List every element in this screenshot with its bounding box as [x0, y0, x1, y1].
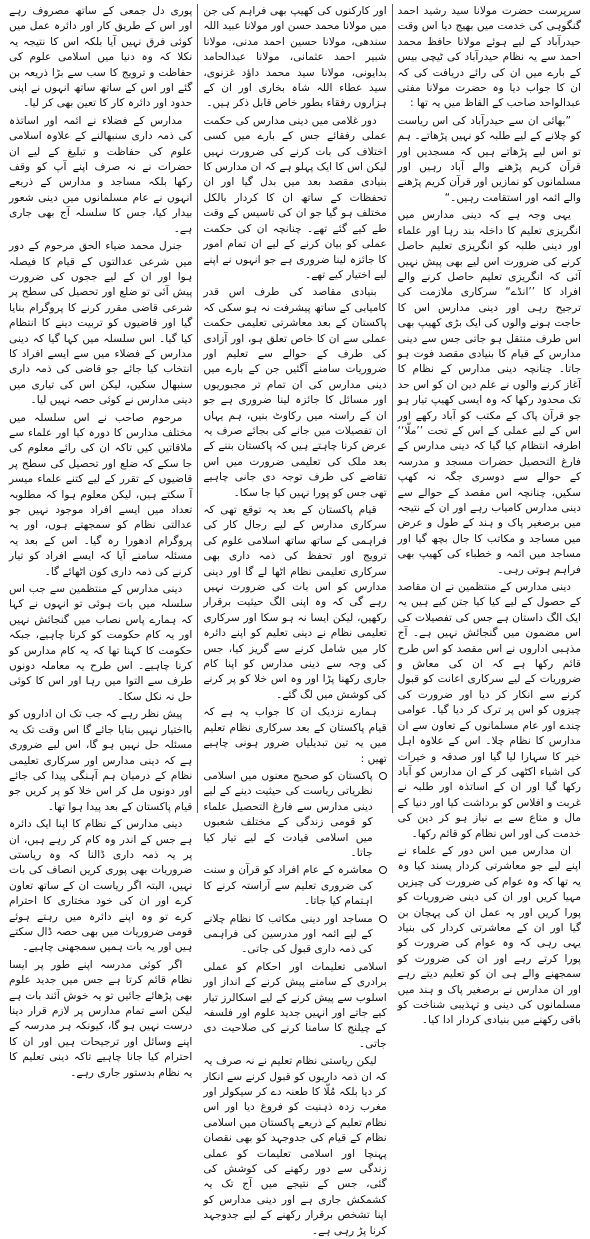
quotation-paragraph: ”بھائی ان سے حیدرآباد کی اس ریاست کو چلانے کے لیے طلبہ کو نہیں پڑھاتے۔ ہم تو اس لیے پڑھاتے ہیں کہ مسجدیں اور قرآن کریم پڑھنے والے آباد رہیں اور مسلمانوں کو نمازیں اور قرآن کریم پڑھنے والے ائمہ اور استقامت رہیں۔“ — [397, 114, 581, 204]
column-middle — [198, 4, 392, 1237]
paragraph: لیکن ریاستی نظام تعلیم نے نہ صرف یہ کہ ان ذمہ داریوں کو قبول کرنے سے انکار کر دیا بلکہ مُلّا کا طعنہ دے کر سیکولر اور مغرب زدہ ذہنیت کو فروغ دیا اور اس نظام تعلیم کے ذریعے پاکستان میں اسلامی نظام کے قیام کی جدوجہد کو بھی نقصان پہنچا اور اسلامی تعلیمات کو عملی زندگی سے دور رکھنے کی کوشش کی گئی، جس کے نتیجے میں آج تک یہ کشمکش جاری ہے اور دینی مدارس کو اپنا تشخص برقرار رکھنے کے لیے جدوجہد کرنا پڑ رہی ہے۔ — [203, 1055, 387, 1237]
list-item-text: مساجد اور دینی مکاتب کا نظام چلانے کے لیے ائمہ اور مدرسین کی فراہمی کی ذمہ داری قبول کی جاتی۔ — [203, 912, 373, 956]
circle-bullet-icon — [379, 866, 387, 874]
paragraph: دور غلامی میں دینی مدارس کی حکمت عملی رفقائے جس کے بارے میں کسی اختلاف کی بات کرنے کی ضرورت نہیں لیکن اس کا ایک پہلو ہے کہ ان مدارس کا بنیادی مقصد بعد میں بدل گیا اور ان تحفظات کے ساتھ ان کا کردار بالکل مختلف ہو گیا جو ان کی تاسیس کے وقت طے کیے گئے تھے۔ چنانچہ ان کی حکمت عملی کو بیان کرنے کے لیے ان تمام امور کا جائزہ لینا ضروری ہے جو انہوں نے اپنے لیے اختیار کیے تھے۔ — [203, 114, 387, 281]
circle-bullet-icon — [379, 772, 387, 780]
paragraph: اور کارکنوں کی کھیپ بھی فراہم کی جن میں مولانا محمد حسن اور مولانا عبید اللہ سندھی، مولانا حسین احمد مدنی، مولانا شبیر احمد عثمانی، مولانا عبدالحامد بدایونی، مولانا سید محمد داؤد غزنوی، سید عطاء اللہ شاہ بخاری اور ان کے ہزاروں رفقاء بطور خاص قابل ذکر ہیں۔ — [203, 5, 387, 110]
paragraph: جنرل محمد ضیاء الحق مرحوم کے دور میں شرعی عدالتوں کے قیام کا فیصلہ ہوا اور ان کے لیے ججوں کی ضرورت پیش آئی تو ضلع اور تحصیل کی سطح پر شرعی قاضی مقرر کرنے کا پروگرام بنایا گیا اور قاضیوں کو تربیت دینے کا انتظام کیا گیا۔ اس سلسلہ میں کہا گیا کہ دینی مدارس کے فضلاء میں سے ایسے افراد کا انتخاب کیا جائے جو قاضی کی ذمہ داری سنبھال سکیں، لیکن اس کی تیاری میں دینی مدارس نے کوئی حصہ نہیں لیا۔ — [9, 240, 193, 407]
list-item-text: معاشرہ کے عام افراد کو قرآن و سنت کی ضروری تعلیم سے آراستہ کرنے کا اہتمام کیا جاتا۔ — [203, 864, 373, 908]
paragraph: دینی مدارس کے منتظمین سے جب اس سلسلہ میں بات ہوئی تو انہوں نے کہا کہ ہمارے پاس نصاب میں گنجائش نہیں اور یہ کام حکومت کو کرنا چاہیے، جبکہ حکومت کا کہنا تھا کہ یہ کام مدارس کو کرنا چاہیے۔ اس طرح یہ معاملہ دونوں طرف سے التوا میں رہا اور اس کا کوئی حل نہ نکل سکا۔ — [9, 583, 193, 703]
circle-bullet-icon — [379, 915, 387, 923]
paragraph: مدارس کے فضلاء نے ائمہ اور اساتذہ کی ذمہ داری سنبھالنے کے علاوہ اسلامی علوم کی حفاظت و تبلیغ کے لیے ان حضرات نے نہ صرف اپنے آپ کو وقف رکھا بلکہ مساجد و مدارس کے ذریعے انہوں نے عام مسلمانوں میں دینی شعور بیدار کیا، جس کا سلسلہ آج بھی جاری ہے۔ — [9, 114, 193, 235]
list-item-text: پاکستان کو صحیح معنوں میں اسلامی نظریاتی ریاست کی حیثیت دینے کے لیے دینی مدارس سے فارغ التحصیل علماء کو قومی زندگی کے مختلف شعبوں میں اسلامی قیادت کے لیے تیار کیا جاتا۔ — [203, 769, 373, 859]
paragraph: بنیادی مقاصد کی طرف اس قدر کامیابی کے ساتھ پیشرفت نہ ہو سکی کہ پاکستان کے بعد معاشرتی تعلیمی حکمت عملی سے ان کا خاص تعلق ہو، اور آزادی کی طرف کے حوالے سے تعلیم اور ضروریات سامنے آگئیں جن کے بارے میں دینی مدارس کی ان تمام تر مجبوریوں اور مسائل کا جائزہ لینا ضروری ہے جو ان کے راستہ میں رکاوٹ بنیں، ہم یہاں ان تفصیلات میں جانے کی بجائے صرف یہ عرض کرنا چاہتے ہیں کہ پاکستان بننے کے بعد ملک کی تعلیمی ضرورت میں اس تقاضے کی طرف توجہ دی جانی چاہیے تھی جس کو پورا نہیں کیا جا سکا۔ — [203, 286, 387, 499]
column-right — [393, 4, 586, 1027]
bullet-list — [203, 769, 386, 958]
list-item — [203, 912, 386, 958]
paragraph: اسلامی تعلیمات اور احکام کو عملی برادری کے سامنے پیش کرنے کے انداز اور اسلوب سے پیش کرنے کے لیے اسکالرز تیار کیے جاتے اور انہیں جدید علوم اور فلسفہ کے چیلنج کا سامنا کرنے کی صلاحیت دی جاتی۔ — [203, 960, 387, 1050]
paragraph: دینی مدارس کے نظام کا اپنا ایک دائرہ ہے جس کے اندر وہ کام کر رہے ہیں، ان پر یہ ذمہ داری ڈالنا کہ وہ ریاستی ضروریات بھی پوری کریں انصاف کی بات نہیں، البتہ اگر ریاست ان کے ساتھ تعاون کرے اور ان کی خود مختاری کا احترام کرے تو وہ اپنے دائرہ میں رہتے ہوئے قومی ضروریات میں بھی حصہ ڈال سکتے ہیں اور یہ بات ہمیں سمجھنی چاہیے۔ — [9, 818, 193, 954]
list-item — [203, 769, 386, 861]
paragraph: پیش نظر رہے کہ جب تک ان اداروں کو بااختیار نہیں بنایا جائے گا اس وقت تک یہ مسئلہ حل نہیں ہو گا، اس لیے ضروری ہے کہ دینی مدارس اور سرکاری تعلیمی نظام کے درمیان ہم آہنگی پیدا کی جائے اور دونوں مل کر اس خلا کو پر کریں جو قیام پاکستان کے بعد پیدا ہوا تھا۔ — [9, 708, 193, 813]
paragraph: اگر کوئی مدرسہ اپنے طور پر ایسا نظام قائم کرتا ہے جس میں جدید علوم بھی پڑھائے جائیں تو یہ خوش آئند بات ہے لیکن اسے تمام مدارس پر لازم قرار دینا درست نہیں ہو گا، کیونکہ ہر مدرسہ کے اپنے وسائل اور ترجیحات ہیں اور ان کا احترام کیا جانا چاہیے تاکہ دینی تعلیم کا یہ نظام بدستور جاری رہے۔ — [9, 958, 193, 1079]
paragraph: مرحوم صاحب نے اس سلسلہ میں مختلف مدارس کا دورہ کیا اور علماء سے ملاقاتیں کیں تاکہ ان کی رائے معلوم کی جا سکے کہ ضلع اور تحصیل کی سطح پر قاضیوں کے تقرر کے لیے کتنے علماء میسر آ سکتے ہیں، لیکن معلوم ہوا کہ مطلوبہ تعداد میں ایسے افراد موجود نہیں جو عدالتی نظام کو سمجھتے ہوں، اور یہ پروگرام ادھورا رہ گیا۔ اس کے بعد یہ مسئلہ سامنے آیا کہ ایسے افراد کو تیار کرنے کی ذمہ داری کون اٹھائے گا۔ — [9, 411, 193, 578]
paragraph: قیام پاکستان کے بعد یہ توقع تھی کہ سرکاری مدارس کے لیے رجال کار کی فراہمی کے ساتھ ساتھ اسلامی علوم کی ترویج اور تحفظ کی ذمہ داری بھی سرکاری تعلیمی نظام اٹھا لے گا اور دینی مدارس کو اس بات کی ضرورت نہیں رہے گی کہ وہ اپنی الگ حیثیت برقرار رکھیں، لیکن ایسا نہ ہو سکا اور سرکاری تعلیمی نظام نے دینی تعلیم کو اپنے دائرہ کار میں شامل کرنے سے گریز کیا، جس کی وجہ سے دینی مدارس کو اپنا کام جاری رکھنا پڑا اور وہ اس خلا کو پر کرنے کی کوشش میں لگ گئے۔ — [203, 504, 387, 701]
paragraph: یہی وجہ ہے کہ دینی مدارس میں انگریزی تعلیم کا داخلہ بند رہا اور علماء اور دینی طلبہ کو انگریزی تعلیم حاصل کرنے کی ضرورت اس لیے بھی پیش نہیں آئی کہ انگریزی تعلیم حاصل کرنے والے افراد کا ’’انڈے“ سرکاری ملازمت کی ترجیح رہی اور دینی مدارس اس کا حاجت ہونے والوں کی ایک بڑی کھیپ بھی اس طرف منتقل ہو جاتی جس سے دینی مدارس کے قیام کا بنیادی مقصد فوت ہو جاتا۔ چنانچہ دینی مدارس کے نظام کا آغاز کرنے والوں نے علم دین ان کو اس حد تک محدود رکھا کہ وہ ایسی کھیپ تیار ہو جو قرآن پاک کے مکتب کو آباد رکھے اور اس کے لیے عملی کے اس کے تحت ’’ملّا‘‘ اطرفہ انتظام کیا گیا کہ دینی مدارس کے فارغ التحصیل حضرات مسجد و مدرسہ کے حوالے سے دوسری جگہ نہ کھپ سکیں، چنانچہ اس مقصد کے حوالے سے دینی مدارس کامیاب رہے اور ان کے نتیجہ میں برصغیر پاک و ہند کے طول و عرض میں مساجد و مکاتب کا جال بچھ گیا اور مساجد میں ائمہ و خطباء کی کھیپ بھی فراہم ہوتی رہی۔ — [397, 209, 581, 576]
paragraph: ان مدارس میں اس دور کے علماء نے اپنے لیے جو معاشرتی کردار پسند کیا وہ یہ تھا کہ وہ عوام کی ضرورت کی چیزیں مہیا کریں اور ان کی دینی ضروریات کو پورا کریں اور یہ عمل ان کی پہچان بن گیا اور ان کے معاشرتی کردار کی بنیاد یہی رہی کہ وہ عوام کی ضرورت کو پورا کرتے رہے اور ان کی ضرورت کو سمجھنے والے ہی ان کو تعلیم دیتے رہے اور ان مدارس نے برصغیر پاک و ہند میں مسلمانوں کی دینی و تہذیبی شناخت کو باقی رکھنے میں بنیادی کردار ادا کیا۔ — [397, 844, 581, 1027]
paragraph: دینی مدارس کے منتظمین نے ان مقاصد کے حصول کے لیے کیا کیا جتن کیے ہیں یہ ایک الگ داستان ہے جس کی تفصیلات کی اس مضمون میں گنجائش نہیں ہے۔ آج مذہبی اداروں نے اس مقصد کو اس طرح قائم رکھا ہے کہ ان کی معاش و ضروریات کے لیے سرکاری اعانت کو قبول کرنے سے انکار کر دیا اور ضرورت کی چیزوں کو اس پر ترک کر دیا گیا۔ عوامی چندے اور عام مسلمانوں کے تعاون سے ان مدارس کا نظام چلا۔ اس کے علاوہ اہل خیر کا سہارا لیا گیا اور صدقہ و خیرات کی اشیاء اکٹھی کر کے ان مدارس کو آباد رکھا گیا اور ان کے اساتذہ اور طلبہ نے غربت و افلاس کو برداشت کیا اور دنیا کے مال و متاع سے بے نیاز ہو کر دین کی خدمت کی اور اس نظام کو قائم رکھا۔ — [397, 581, 581, 840]
list-item — [203, 863, 386, 909]
paragraph: ہمارے نزدیک ان کا جواب یہ ہے کہ قیام پاکستان کے بعد سرکاری نظام تعلیم میں یہ تین تبدیلیاں ضرور ہونی چاہیے تھیں : — [203, 706, 387, 765]
paragraph: سرپرست حضرت مولانا سید رشید احمد گنگوہی کی خدمت میں بھیج دیا اس وقت حیدرآباد کے لیے ہوئے مولانا حافظ محمد احمد سے یہ نظام حیدرآباد کی ٹیچی بیس کے بارے میں ان کی رائے دریافت کی کہ ان کا جواب دیا وہ حضرت مولانا مفتی عبدالواحد صاحب کے الفاظ میں یہ تھا : — [397, 5, 581, 110]
paragraph: پوری دل جمعی کے ساتھ مصروف رہے اور اس کے طریق کار اور دائرہ عمل میں کوئی فرق نہیں آیا بلکہ اس کا نتیجہ یہ نکلا کہ وہ دنیا میں اسلامی علوم کی حفاظت و ترویج کا سب سے بڑا ذریعہ بن گئے اور اس کے ساتھ ساتھ انہوں نے اپنی حدود اور دائرہ کار کا تعین بھی کر لیا۔ — [9, 5, 193, 110]
column-left — [4, 4, 198, 1079]
